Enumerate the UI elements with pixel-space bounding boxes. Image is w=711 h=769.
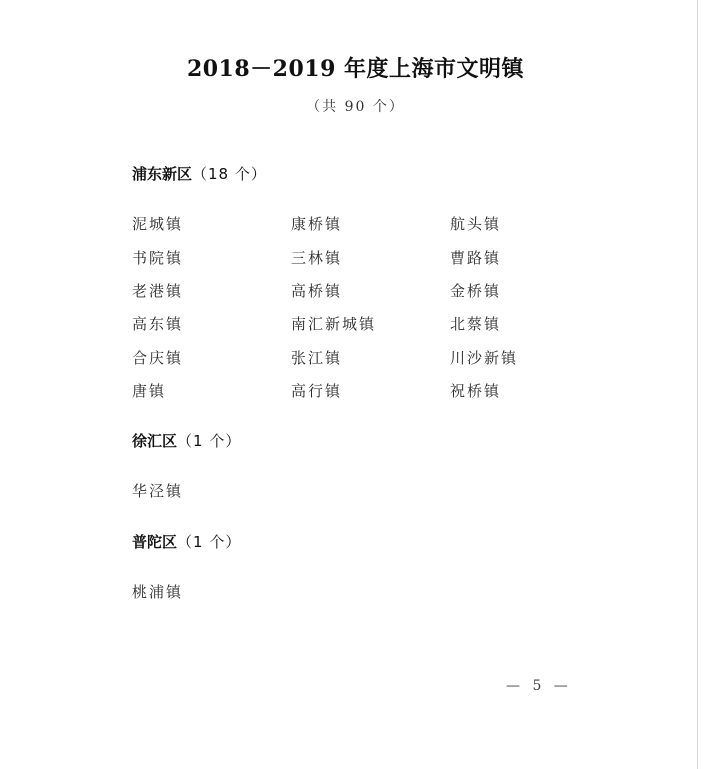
town-item: 高东镇 [132, 315, 184, 333]
document-title: 2018－2019 年度上海市文明镇 [186, 56, 525, 82]
town-item: 曹路镇 [450, 249, 502, 267]
section-name: 浦东新区 [132, 165, 193, 183]
town-item: 合庆镇 [132, 349, 184, 367]
town-item: 桃浦镇 [132, 583, 184, 601]
town-item: 北蔡镇 [450, 315, 502, 333]
town-item: 高桥镇 [291, 282, 343, 300]
town-item: 唐镇 [132, 382, 167, 400]
town-item: 川沙新镇 [450, 349, 519, 367]
town-item: 泥城镇 [132, 215, 184, 233]
section-count: （1 个） [177, 432, 242, 450]
town-item: 金桥镇 [450, 282, 502, 300]
town-item: 老港镇 [132, 282, 184, 300]
section-name: 徐汇区 [132, 432, 178, 450]
town-item: 三林镇 [291, 249, 343, 267]
town-item: 高行镇 [291, 382, 343, 400]
section-heading-xuhui [132, 430, 241, 451]
town-item: 华泾镇 [132, 482, 184, 500]
town-item: 南汇新城镇 [291, 315, 377, 333]
document-subtitle: （共 90 个） [306, 99, 405, 115]
town-item: 祝桥镇 [450, 382, 502, 400]
town-item: 航头镇 [450, 215, 502, 233]
town-item: 书院镇 [132, 249, 184, 267]
section-heading-putuo [132, 531, 241, 552]
section-heading-pudong [132, 163, 267, 184]
section-count: （1 个） [177, 533, 242, 551]
town-item: 张江镇 [291, 349, 343, 367]
town-item: 康桥镇 [291, 215, 343, 233]
section-name: 普陀区 [132, 533, 178, 551]
page-number: — 5 — [506, 678, 572, 694]
section-count: （18 个） [192, 165, 267, 183]
